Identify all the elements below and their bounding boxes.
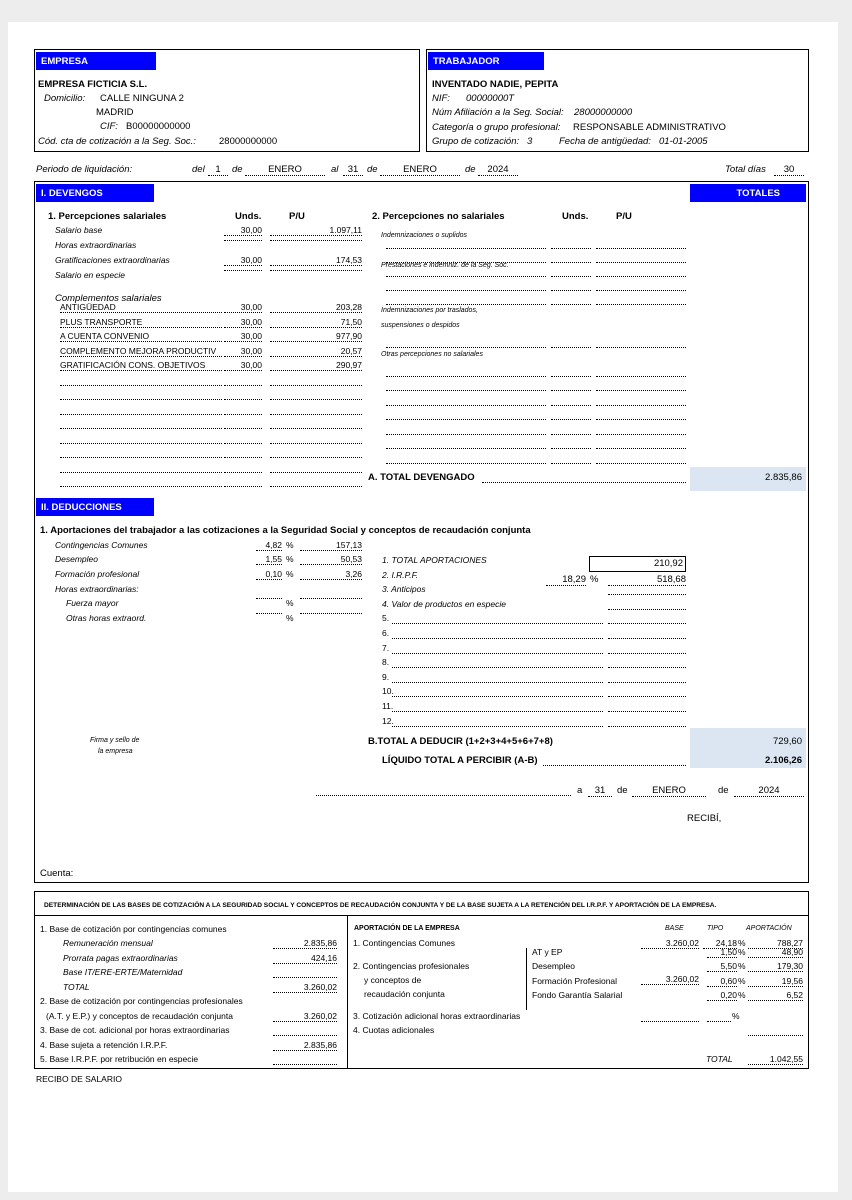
col-base: BASE — [665, 925, 684, 932]
deduccion-pct: 0,10 — [256, 569, 282, 580]
no-salarial-units — [551, 434, 591, 435]
salarial-units: 30,00 — [224, 255, 262, 266]
deduccion-concepto-value — [608, 696, 686, 697]
complemento-row — [60, 375, 362, 388]
complemento-empty-units — [224, 428, 262, 429]
complemento-amount: 203,28 — [270, 302, 362, 313]
salarial-amount: 174,53 — [270, 255, 362, 266]
deduccion-pct-sign: % — [286, 613, 294, 623]
cif-label: CIF: — [100, 121, 118, 132]
complemento-empty-units — [224, 399, 262, 400]
complemento-empty-units — [224, 414, 262, 415]
total-aportaciones-value: 210,92 — [653, 558, 683, 569]
deduccion-concepto: 9. — [382, 671, 390, 682]
no-salarial-units — [551, 248, 591, 249]
periodo-de2: de — [367, 164, 378, 175]
deduccion-amount — [300, 598, 362, 599]
bases-title-divider — [35, 915, 808, 916]
complemento-empty-label — [60, 428, 222, 429]
cp-label-1: 2. Contingencias profesionales — [353, 961, 470, 971]
no-salarial-line — [386, 262, 546, 263]
prorrata-value: 424,16 — [273, 953, 337, 964]
prorrata-label: Prorrata pagas extraordinarias — [63, 953, 178, 963]
liquido-value: 2.106,26 — [765, 755, 802, 766]
complemento-label: A CUENTA CONVENIO — [60, 331, 222, 342]
footer-label: RECIBO DE SALARIO — [36, 1074, 122, 1084]
no-salarial-line — [386, 405, 546, 406]
no-salarial-units — [551, 262, 591, 263]
complemento-row — [60, 447, 362, 460]
total-devengado-dots — [482, 482, 686, 483]
no-salarial-amount — [596, 376, 686, 377]
aportacion-title: APORTACIÓN DE LA EMPRESA — [354, 925, 460, 932]
complemento-units: 30,00 — [224, 331, 262, 342]
liquido-dots — [543, 765, 686, 766]
grupo-value: 3 — [527, 136, 533, 147]
domicilio-value: CALLE NINGUNA 2 — [100, 93, 184, 104]
trabajador-name: INVENTADO NADIE, PEPITA — [432, 79, 559, 90]
base-especie-label: 5. Base I.R.P.F. por retribución en especie — [40, 1054, 199, 1064]
categoria-value: RESPONSABLE ADMINISTRATIVO — [573, 122, 726, 133]
no-salarial-line — [386, 448, 546, 449]
complemento-row — [60, 389, 362, 402]
complemento-empty-label — [60, 414, 222, 415]
complementos-label: Complementos salariales — [55, 293, 162, 304]
base-total-label: TOTAL — [63, 982, 90, 992]
deduccion-amount: 3,26 — [300, 569, 362, 580]
total-dias-value: 30 — [774, 164, 804, 176]
no-salarial-line — [386, 290, 546, 291]
no-salarial-units — [551, 419, 591, 420]
no-salarial-suspensiones: suspensiones o despidos — [381, 322, 460, 329]
cc-base: 3.260,02 — [641, 938, 699, 949]
salariales-title: 1. Percepciones salariales — [48, 211, 167, 222]
complemento-empty-units — [224, 472, 262, 473]
antiguedad-label: Fecha de antigüedad: — [559, 136, 651, 147]
no-salarial-units — [551, 448, 591, 449]
cp-label-2: y conceptos de — [364, 975, 422, 985]
fecha-month: ENERO — [632, 785, 706, 797]
cp-item-pct: % — [738, 947, 746, 957]
periodo-month-start: ENERO — [245, 164, 325, 176]
deduccion-label: Otras horas extraord. — [66, 613, 147, 623]
no-salarial-amount — [596, 405, 686, 406]
fecha-day: 31 — [588, 785, 612, 797]
no-salarial-line — [386, 434, 546, 435]
salarial-amount — [270, 270, 362, 271]
complemento-empty-units — [224, 443, 262, 444]
cc-label: 1. Contingencias Comunes — [353, 938, 456, 948]
cp-item-label: AT y EP — [532, 947, 563, 957]
cuotas-adicionales-dots — [748, 1035, 803, 1036]
no-salarial-units — [551, 290, 591, 291]
salarial-units — [224, 240, 262, 241]
deduccion-concepto-value — [608, 726, 686, 727]
base-cp-label: 2. Base de cotización por contingencias profesionales — [40, 996, 243, 1006]
base-cc-label: 1. Base de cotización por contingencias comunes — [40, 924, 227, 934]
base-irpf-value: 2.835,86 — [273, 1040, 337, 1051]
cp-item-pct: % — [738, 990, 746, 1001]
deduccion-amount — [300, 613, 362, 614]
deduccion-concepto-line — [392, 667, 603, 668]
periodo-day-end: 31 — [343, 164, 363, 176]
nif-label: NIF: — [432, 93, 450, 104]
remuneracion-label: Remuneración mensual — [63, 938, 153, 948]
no-salarial-amount — [596, 248, 686, 249]
city-value: MADRID — [96, 107, 134, 118]
salarial-amount — [270, 240, 362, 241]
complemento-empty-amount — [270, 428, 362, 429]
deduccion-concepto-line — [392, 623, 603, 624]
trabajador-header: TRABAJADOR — [428, 52, 544, 70]
payslip-page — [8, 22, 838, 1192]
cp-item-pct: % — [738, 961, 746, 972]
horas-adicional-tipo — [707, 1021, 731, 1022]
complemento-row — [60, 476, 362, 489]
no-salarial-units — [551, 405, 591, 406]
no-salarial-units — [551, 390, 591, 391]
no-salarial-line — [386, 304, 546, 305]
lugar-dots — [316, 795, 571, 796]
grupo-label: Grupo de cotización: — [432, 136, 520, 147]
periodo-month-end: ENERO — [380, 164, 460, 176]
deduccion-label: Horas extraordinarias: — [55, 584, 139, 594]
cp-item-tipo: 1,50 — [707, 947, 737, 958]
no-salarial-line — [386, 463, 546, 464]
cc-pct-sign: % — [738, 938, 746, 948]
periodo-label: Periodo de liquidación: — [36, 164, 133, 175]
cp-item-aport: 179,30 — [748, 961, 803, 972]
col-aportacion: APORTACIÓN — [746, 925, 792, 932]
periodo-year: 2024 — [478, 164, 518, 176]
complemento-empty-label — [60, 399, 222, 400]
no-salarial-traslados: Indemnizaciones por traslados, — [381, 307, 478, 314]
pu-header: P/U — [289, 211, 305, 222]
base-cp-value: 3.260,02 — [273, 1011, 337, 1022]
no-salarial-amount — [596, 448, 686, 449]
total-dias-label: Total días — [725, 164, 766, 175]
complemento-empty-units — [224, 457, 262, 458]
complemento-label: ANTIGÜEDAD — [60, 302, 222, 313]
deduccion-concepto: 2. I.R.P.F. — [382, 569, 419, 580]
complemento-units: 30,00 — [224, 360, 262, 371]
deduccion-concepto-value — [608, 594, 686, 595]
remuneracion-value: 2.835,86 — [273, 938, 337, 949]
complemento-amount: 290,97 — [270, 360, 362, 371]
cp-item-aport: 48,90 — [748, 947, 803, 958]
deduccion-concepto: 11. — [382, 701, 394, 711]
complemento-empty-label — [60, 486, 222, 487]
deduccion-concepto-value — [608, 667, 686, 668]
unds-header-2: Unds. — [562, 211, 589, 222]
horas-adicional-base — [641, 1021, 699, 1022]
firma-label-2: la empresa — [98, 748, 133, 755]
deduccion-concepto-value — [608, 623, 686, 624]
no-salarial-amount — [596, 419, 686, 420]
cp-item-aport: 6,52 — [748, 990, 803, 1001]
no-salarial-line — [386, 276, 546, 277]
complemento-empty-label — [60, 457, 222, 458]
complemento-label: COMPLEMENTO MEJORA PRODUCTIV — [60, 346, 222, 357]
no-salarial-units — [551, 304, 591, 305]
cp-item-tipo: 0,60 — [707, 976, 737, 987]
deduccion-concepto: 12. — [382, 715, 394, 726]
col-tipo: TIPO — [707, 925, 724, 932]
categoria-label: Categoría o grupo profesional: — [432, 122, 561, 133]
complemento-label: GRATIFICACIÓN CONS. OBJETIVOS — [60, 360, 222, 371]
totales-header: TOTALES — [690, 184, 806, 202]
no-salariales-title: 2. Percepciones no salariales — [372, 211, 505, 222]
salarial-label: Gratificaciones extraordinarias — [55, 255, 170, 265]
no-salarial-amount — [596, 304, 686, 305]
cp-item-pct: % — [738, 975, 746, 986]
no-salarial-line — [386, 376, 546, 377]
no-salarial-amount — [596, 276, 686, 277]
naf-label: Núm Afiliación a la Seg. Social: — [432, 107, 564, 118]
cp-item-label: Formación Profesional — [532, 975, 618, 986]
deduccion-label: Desempleo — [55, 554, 98, 564]
base-horas-label: 3. Base de cot. adicional por horas extraordinarias — [40, 1025, 230, 1035]
cc-tipo: 24,18 — [703, 938, 737, 949]
deduccion-concepto-value — [608, 711, 686, 712]
firma-label-1: Firma y sello de — [90, 737, 140, 744]
base-it-label: Base IT/ERE-ERTE/Maternidad — [63, 967, 183, 977]
no-salarial-amount — [596, 290, 686, 291]
deducciones-title: 1. Aportaciones del trabajador a las cotizaciones a la Seguridad Social y conceptos de recaudación conjunta — [40, 525, 531, 536]
horas-adicional-label: 3. Cotización adicional horas extraordinarias — [353, 1011, 521, 1021]
ccc-label: Cód. cta de cotización a la Seg. Soc.: — [38, 136, 196, 147]
no-salarial-line — [386, 390, 546, 391]
no-salarial-amount — [596, 390, 686, 391]
deduccion-label: Formación profesional — [55, 569, 140, 579]
complemento-row — [60, 404, 362, 417]
complemento-empty-amount — [270, 385, 362, 386]
deduccion-concepto: 10. — [382, 686, 394, 697]
deduccion-pct — [256, 613, 282, 614]
salarial-amount: 1.097,11 — [270, 225, 362, 236]
deduccion-pct: 1,55 — [256, 554, 282, 565]
deduccion-label: Fuerza mayor — [66, 598, 119, 608]
unds-header: Unds. — [235, 211, 262, 222]
deduccion-concepto-value — [608, 638, 686, 639]
periodo-del: del — [192, 164, 205, 175]
cp-item-tipo: 0,20 — [707, 990, 737, 1001]
pu-header-2: P/U — [616, 211, 632, 222]
cp-item-aport: 19,56 — [748, 976, 803, 987]
base-especie-dots — [273, 1064, 337, 1065]
total-deducir-label: B.TOTAL A DEDUCIR (1+2+3+4+5+6+7+8) — [368, 736, 553, 747]
no-salarial-amount — [596, 262, 686, 263]
complemento-row — [60, 462, 362, 475]
no-salarial-line — [386, 248, 546, 249]
deducciones-header: II. DEDUCCIONES — [36, 498, 154, 516]
deduccion-amount: 157,13 — [300, 540, 362, 551]
no-salarial-amount — [596, 463, 686, 464]
complemento-label: PLUS TRANSPORTE — [60, 317, 222, 328]
recibi-label: RECIBÍ, — [687, 813, 722, 824]
complemento-empty-amount — [270, 399, 362, 400]
no-salarial-units — [551, 276, 591, 277]
periodo-al: al — [331, 164, 339, 175]
deduccion-concepto: 7. — [382, 642, 390, 653]
deduccion-concepto: 5. — [382, 613, 390, 624]
base-horas-dots — [273, 1035, 337, 1036]
cp-label-3: recaudación conjunta — [364, 989, 445, 999]
cp-base: 3.260,02 — [641, 974, 699, 985]
deduccion-label: Contingencias Comunes — [55, 540, 148, 550]
deduccion-pct: 4,82 — [256, 540, 282, 551]
ccc-value: 28000000000 — [219, 136, 278, 147]
deduccion-pct-sign: % — [286, 598, 294, 608]
irpf-value: 518,68 — [608, 574, 686, 586]
no-salarial-prestaciones: Prestaciones e indemniz. de la Seg. Soc. — [381, 262, 509, 269]
no-salarial-line — [386, 347, 546, 348]
complemento-empty-units — [224, 385, 262, 386]
domicilio-label: Domicilio: — [44, 93, 86, 104]
no-salarial-amount — [596, 347, 686, 348]
deduccion-concepto: 4. Valor de productos en especie — [382, 598, 506, 609]
complemento-units: 30,00 — [224, 302, 262, 313]
no-salarial-units — [551, 463, 591, 464]
total-deducir-value: 729,60 — [772, 736, 802, 747]
no-salarial-line — [386, 419, 546, 420]
periodo-de1: de — [232, 164, 243, 175]
naf-value: 28000000000 — [574, 107, 633, 118]
base-irpf-label: 4. Base sujeta a retención I.R.P.F. — [40, 1040, 168, 1050]
deduccion-pct-sign: % — [286, 569, 294, 579]
periodo-day-start: 1 — [208, 164, 228, 176]
base-cp-label-2: (A.T. y E.P.) y conceptos de recaudación conjunta — [46, 1011, 233, 1021]
cif-value: B00000000000 — [126, 121, 191, 132]
complemento-row — [60, 418, 362, 431]
fecha-de: de — [617, 785, 628, 796]
complemento-empty-amount — [270, 414, 362, 415]
complemento-amount: 71,50 — [270, 317, 362, 328]
cp-divider — [526, 948, 527, 1010]
deduccion-pct-sign: % — [286, 554, 294, 564]
liquido-label: LÍQUIDO TOTAL A PERCIBIR (A-B) — [382, 755, 538, 766]
complemento-empty-amount — [270, 443, 362, 444]
deduccion-concepto-line — [392, 638, 603, 639]
complemento-empty-label — [60, 443, 222, 444]
cp-item-label: Fondo Garantía Salarial — [532, 990, 623, 1001]
base-total-value: 3.260,02 — [273, 982, 337, 993]
deduccion-concepto-value — [608, 682, 686, 683]
antiguedad-value: 01-01-2005 — [659, 136, 708, 147]
deduccion-concepto: 3. Anticipos — [382, 584, 426, 595]
no-salarial-indemnizaciones: Indemnizaciones o suplidos — [381, 232, 467, 239]
deduccion-concepto-value — [608, 653, 686, 654]
deduccion-concepto-line — [392, 696, 603, 697]
complemento-amount: 20,57 — [270, 346, 362, 357]
salarial-label: Salario base — [55, 225, 103, 235]
no-salarial-units — [551, 347, 591, 348]
deduccion-amount: 50,53 — [300, 554, 362, 565]
deduccion-concepto: 1. TOTAL APORTACIONES — [382, 555, 487, 565]
nif-value: 00000000T — [466, 93, 515, 104]
periodo-de3: de — [465, 164, 476, 175]
complemento-row — [60, 433, 362, 446]
aportacion-total-value: 1.042,55 — [748, 1054, 803, 1065]
no-salarial-otras: Otras percepciones no salariales — [381, 351, 483, 358]
salarial-label: Horas extraordinarias — [55, 240, 137, 250]
irpf-pct: 18,29 — [546, 574, 586, 586]
no-salarial-units — [551, 376, 591, 377]
salarial-label: Salario en especie — [55, 270, 125, 280]
complemento-empty-units — [224, 486, 262, 487]
cuotas-adicionales-label: 4. Cuotas adicionales — [353, 1025, 435, 1035]
aportacion-total-label: TOTAL — [706, 1054, 733, 1064]
deduccion-concepto-line — [392, 711, 603, 712]
complemento-amount: 977,90 — [270, 331, 362, 342]
base-it-dots — [273, 977, 337, 978]
total-devengado-value: 2.835,86 — [765, 472, 802, 483]
bases-col-divider — [347, 916, 348, 1068]
deduccion-pct — [256, 598, 282, 599]
horas-adicional-pct: % — [732, 1011, 740, 1021]
total-devengado-label: A. TOTAL DEVENGADO — [368, 472, 475, 483]
devengos-header: I. DEVENGOS — [36, 184, 154, 202]
deduccion-pct-sign: % — [286, 540, 294, 550]
cuenta-label: Cuenta: — [40, 868, 74, 879]
complemento-empty-amount — [270, 457, 362, 458]
salarial-units: 30,00 — [224, 225, 262, 236]
bases-title: DETERMINACIÓN DE LAS BASES DE COTIZACIÓN A LA SEGURIDAD SOCIAL Y CONCEPTOS DE RECAUDACIÓN CONJUNTA Y DE LA BASE SUJETA A LA RETENCIÓN DEL I.R.P.F. Y APORTACIÓN DE LA EMPRESA. — [44, 902, 717, 909]
complemento-empty-amount — [270, 486, 362, 487]
deduccion-concepto: 6. — [382, 628, 390, 638]
complemento-empty-label — [60, 385, 222, 386]
deduccion-concepto-line — [392, 726, 603, 727]
complemento-empty-amount — [270, 472, 362, 473]
empresa-header: EMPRESA — [36, 52, 156, 70]
cc-aport: 788,27 — [748, 938, 803, 949]
irpf-pct-sign: % — [590, 574, 599, 585]
fecha-de2: de — [718, 785, 729, 796]
cp-item-tipo: 5,50 — [707, 961, 737, 972]
deduccion-concepto-line — [392, 682, 603, 683]
salarial-units — [224, 270, 262, 271]
cp-item-label: Desempleo — [532, 961, 575, 972]
empresa-name: EMPRESA FICTICIA S.L. — [38, 79, 148, 90]
deduccion-concepto-line — [392, 653, 603, 654]
fecha-year: 2024 — [734, 785, 804, 797]
deduccion-concepto: 8. — [382, 657, 390, 668]
complemento-units: 30,00 — [224, 346, 262, 357]
complemento-empty-label — [60, 472, 222, 473]
complemento-units: 30,00 — [224, 317, 262, 328]
deduccion-concepto-value — [608, 609, 686, 610]
no-salarial-amount — [596, 434, 686, 435]
fecha-a: a — [577, 785, 583, 796]
